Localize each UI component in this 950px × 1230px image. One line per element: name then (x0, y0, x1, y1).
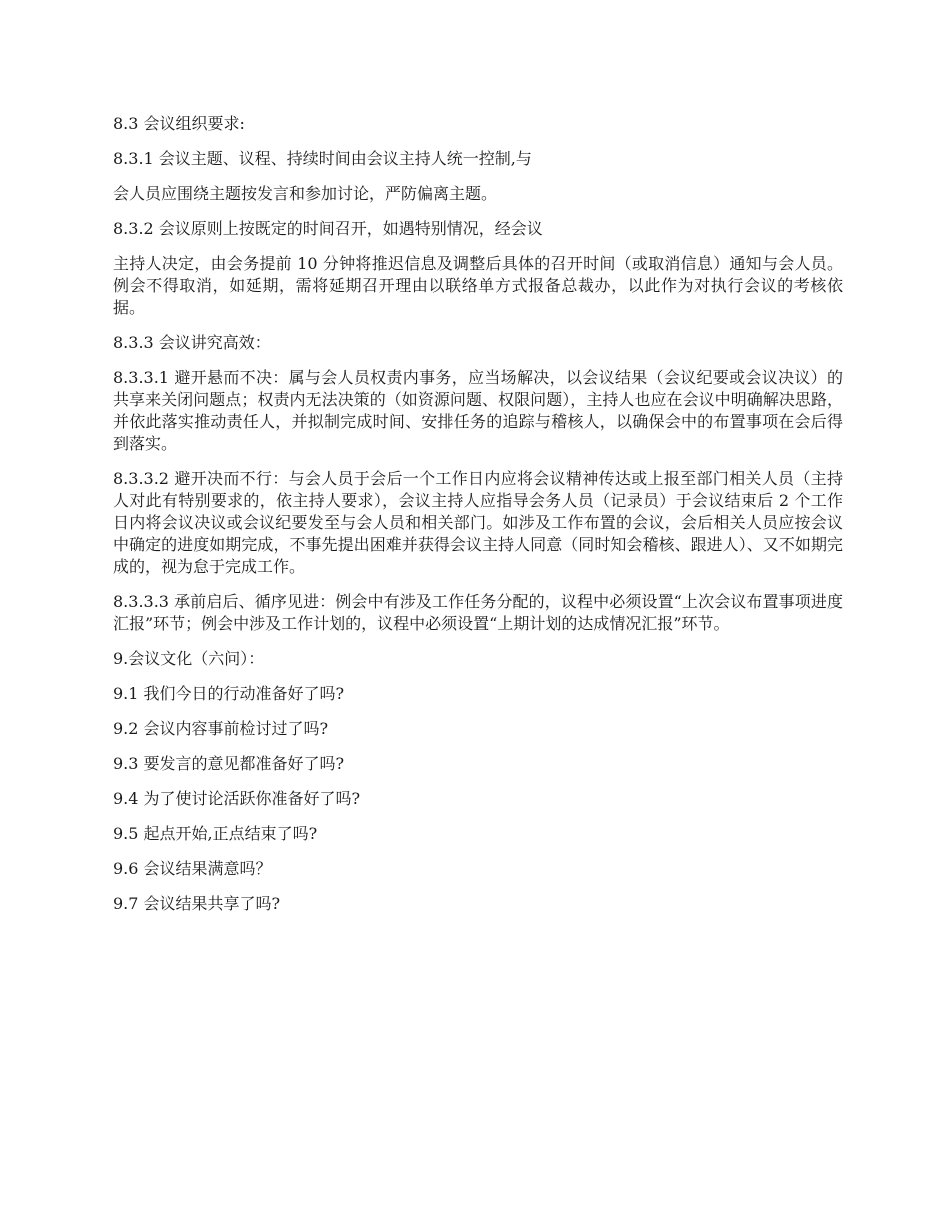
question-9-7: 9.7 会议结果共享了吗? (113, 894, 281, 913)
question-9-2: 9.2 会议内容事前检讨过了吗? (113, 719, 329, 738)
question-9-1: 9.1 我们今日的行动准备好了吗? (113, 684, 345, 703)
paragraph-8-3-1-line-1: 8.3.1 会议主题、议程、持续时间由会议主持人统一控制,与 (113, 149, 532, 168)
section-heading-8-3-3: 8.3.3 会议讲究高效： (113, 333, 271, 352)
paragraph-8-3-2-line-1: 8.3.2 会议原则上按既定的时间召开，如遇特别情况，经会议 (113, 219, 543, 238)
paragraph-8-3-3-1: 8.3.3.1 避开悬而不决：属与会人员权责内事务，应当场解决，以会议结果（会议纪要或会议决议）的共享来关闭问题点；权责内无法决策的（如资源问题、权限问题），主持人也应在会议中明确解决思路，并依此落实推动责任人，并拟制完成时间、安排任务的追踪与稽核人，以确保会中的布置事项在会后得到落实。 (113, 368, 843, 453)
question-9-3: 9.3 要发言的意见都准备好了吗? (113, 754, 345, 773)
question-9-4: 9.4 为了使讨论活跃你准备好了吗? (113, 789, 361, 808)
question-9-5: 9.5 起点开始,正点结束了吗? (113, 824, 318, 843)
paragraph-8-3-3-2: 8.3.3.2 避开决而不行：与会人员于会后一个工作日内应将会议精神传达或上报至部门相关人员（主持人对此有特别要求的，依主持人要求），会议主持人应指导会务人员（记录员）于会议结束后 2 个工作日内将会议决议或会议纪要发至与会人员和相关部门。如涉及工作布置的会议，会后相关人员应按会议中确定的进度如期完成，不事先提出困难并获得会议主持人同意（同时知会稽核、跟进人）、又不如期完成的，视为怠于完成工作。 (113, 469, 843, 576)
section-heading-9: 9.会议文化（六问）： (113, 649, 265, 668)
document-body (113, 113, 843, 928)
paragraph-8-3-3-3: 8.3.3.3 承前启后、循序见进：例会中有涉及工作任务分配的，议程中必须设置“上次会议布置事项进度汇报”环节；例会中涉及工作计划的，议程中必须设置“上期计划的达成情况汇报”环节。 (113, 592, 843, 633)
paragraph-8-3-2-body: 主持人决定，由会务提前 10 分钟将推迟信息及调整后具体的召开时间（或取消信息）通知与会人员。例会不得取消，如延期，需将延期召开理由以联络单方式报备总裁办，以此作为对执行会议的考核依据。 (113, 254, 843, 317)
paragraph-8-3-1-line-2: 会人员应围绕主题按发言和参加讨论，严防偏离主题。 (113, 184, 498, 203)
section-heading-8-3: 8.3 会议组织要求: (113, 114, 245, 133)
question-9-6: 9.6 会议结果满意吗？ (113, 859, 272, 878)
